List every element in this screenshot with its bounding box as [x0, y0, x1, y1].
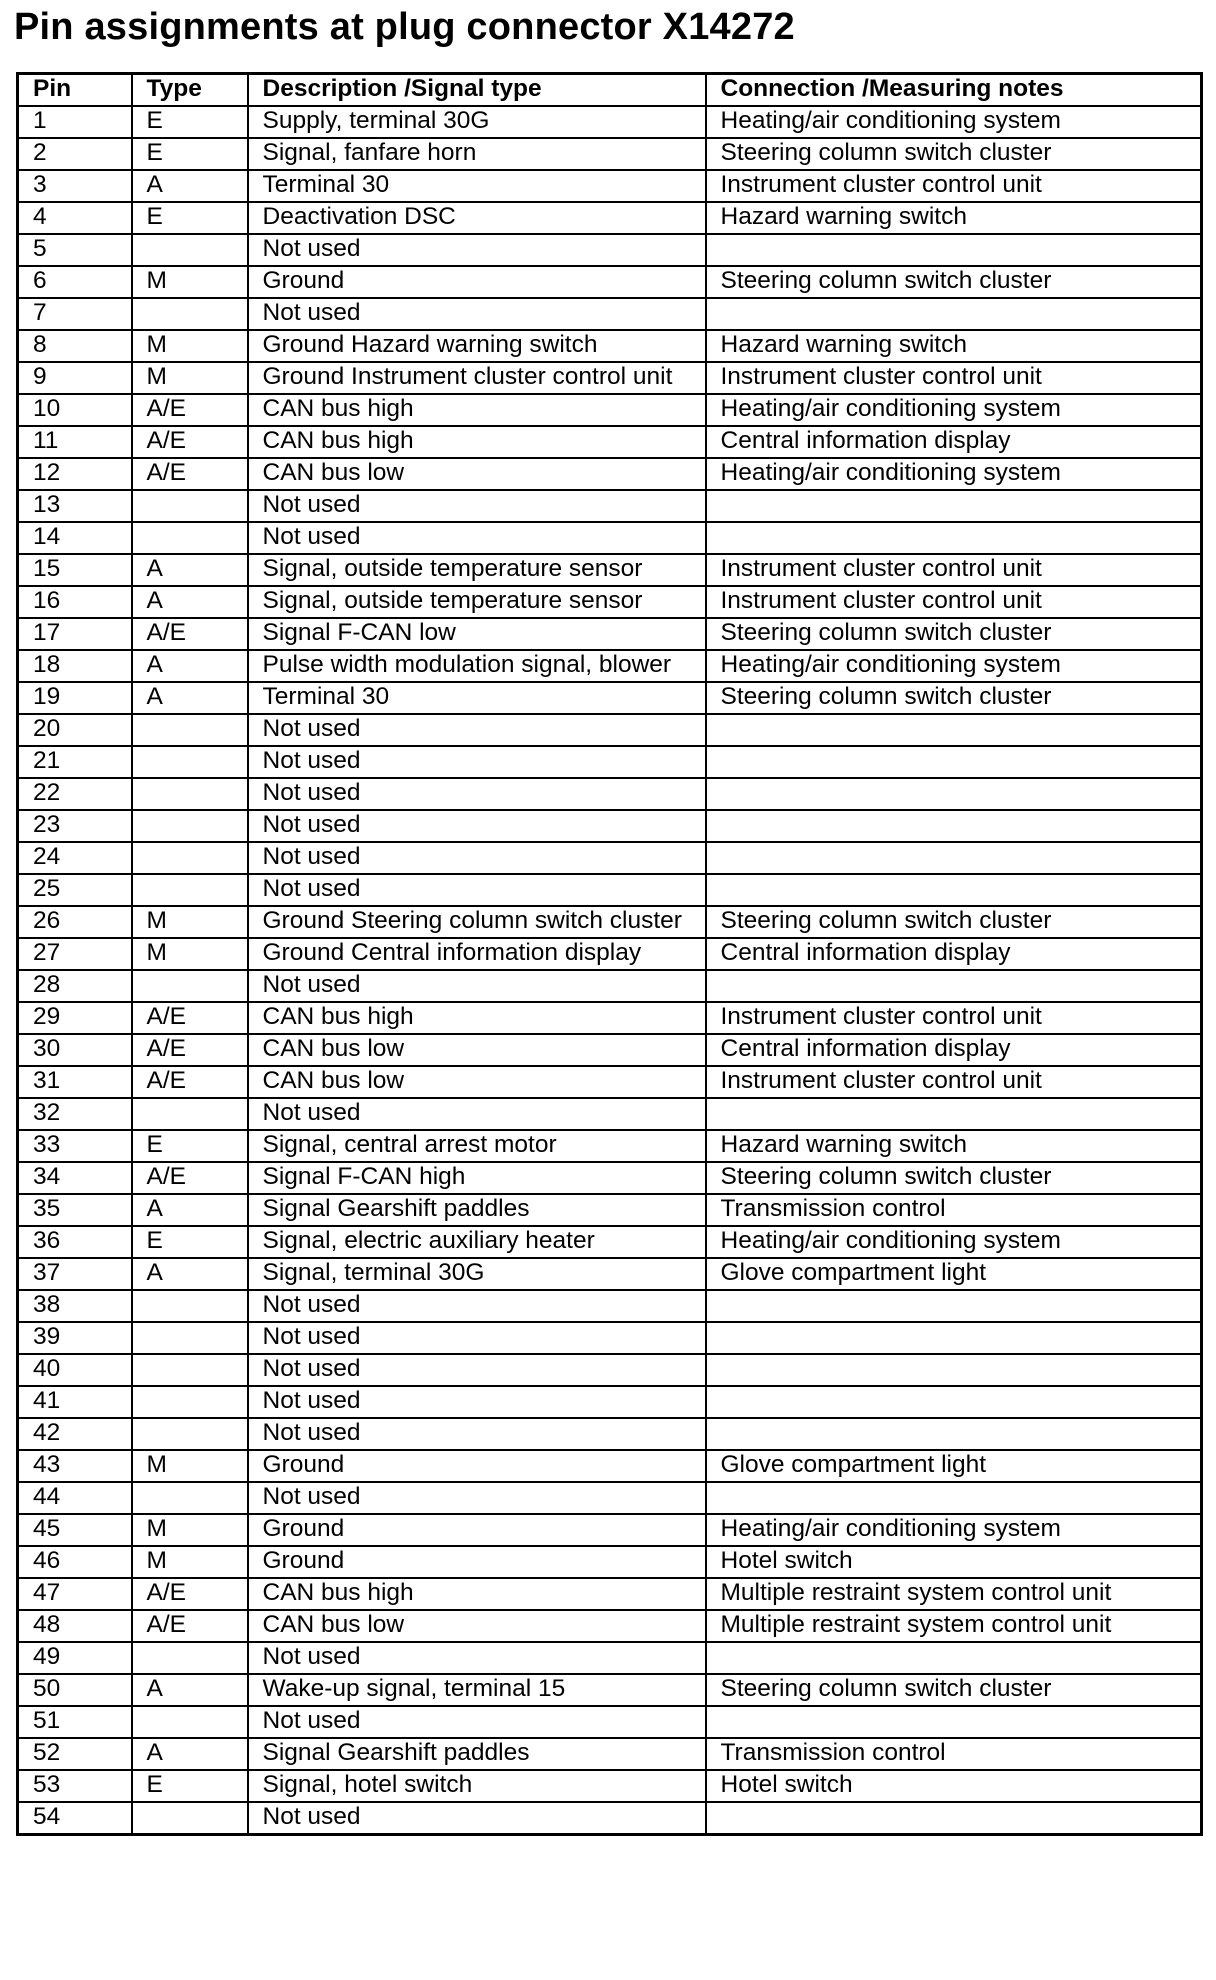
- cell-type: E: [132, 106, 248, 138]
- cell-pin: 28: [18, 970, 132, 1002]
- table-row: [18, 458, 1202, 490]
- cell-pin: 8: [18, 330, 132, 362]
- cell-connection: Steering column switch cluster: [706, 906, 1202, 938]
- cell-connection: Instrument cluster control unit: [706, 554, 1202, 586]
- cell-type: A/E: [132, 1066, 248, 1098]
- table-row: [18, 1546, 1202, 1578]
- cell-connection: [706, 1482, 1202, 1514]
- cell-description: Ground Steering column switch cluster: [248, 906, 706, 938]
- cell-pin: 49: [18, 1642, 132, 1674]
- cell-connection: [706, 1290, 1202, 1322]
- table-row: [18, 682, 1202, 714]
- cell-type: [132, 874, 248, 906]
- cell-type: E: [132, 202, 248, 234]
- cell-pin: 1: [18, 106, 132, 138]
- cell-pin: 15: [18, 554, 132, 586]
- table-row: [18, 1482, 1202, 1514]
- table-row: [18, 170, 1202, 202]
- table-row: [18, 1066, 1202, 1098]
- table-row: [18, 746, 1202, 778]
- cell-connection: Instrument cluster control unit: [706, 1002, 1202, 1034]
- table-row: [18, 1386, 1202, 1418]
- cell-pin: 41: [18, 1386, 132, 1418]
- cell-connection: [706, 1418, 1202, 1450]
- cell-type: A/E: [132, 394, 248, 426]
- cell-connection: Central information display: [706, 1034, 1202, 1066]
- cell-connection: Heating/air conditioning system: [706, 394, 1202, 426]
- table-row: [18, 138, 1202, 170]
- cell-connection: [706, 1098, 1202, 1130]
- cell-description: Not used: [248, 1322, 706, 1354]
- cell-description: Not used: [248, 1290, 706, 1322]
- cell-connection: [706, 522, 1202, 554]
- cell-description: CAN bus low: [248, 1610, 706, 1642]
- cell-description: Deactivation DSC: [248, 202, 706, 234]
- cell-type: [132, 714, 248, 746]
- cell-pin: 19: [18, 682, 132, 714]
- cell-type: [132, 970, 248, 1002]
- cell-pin: 42: [18, 1418, 132, 1450]
- cell-description: Signal, electric auxiliary heater: [248, 1226, 706, 1258]
- cell-description: Not used: [248, 490, 706, 522]
- cell-pin: 25: [18, 874, 132, 906]
- table-row: [18, 586, 1202, 618]
- cell-connection: Hazard warning switch: [706, 202, 1202, 234]
- cell-connection: [706, 714, 1202, 746]
- cell-description: Not used: [248, 1386, 706, 1418]
- cell-description: Not used: [248, 1354, 706, 1386]
- cell-connection: Hotel switch: [706, 1546, 1202, 1578]
- cell-pin: 46: [18, 1546, 132, 1578]
- cell-pin: 18: [18, 650, 132, 682]
- cell-description: Ground: [248, 1450, 706, 1482]
- cell-connection: Central information display: [706, 938, 1202, 970]
- cell-connection: Transmission control: [706, 1738, 1202, 1770]
- cell-connection: Heating/air conditioning system: [706, 106, 1202, 138]
- cell-connection: Steering column switch cluster: [706, 618, 1202, 650]
- table-row: [18, 810, 1202, 842]
- table-row: [18, 1674, 1202, 1706]
- cell-description: Not used: [248, 1642, 706, 1674]
- cell-description: Not used: [248, 746, 706, 778]
- cell-description: Not used: [248, 1418, 706, 1450]
- table-row: [18, 1002, 1202, 1034]
- cell-connection: [706, 1354, 1202, 1386]
- table-row: [18, 106, 1202, 138]
- cell-connection: Heating/air conditioning system: [706, 1514, 1202, 1546]
- cell-type: [132, 1098, 248, 1130]
- cell-pin: 20: [18, 714, 132, 746]
- cell-pin: 54: [18, 1802, 132, 1835]
- cell-connection: [706, 778, 1202, 810]
- cell-pin: 35: [18, 1194, 132, 1226]
- cell-description: Not used: [248, 522, 706, 554]
- cell-connection: Steering column switch cluster: [706, 266, 1202, 298]
- cell-pin: 51: [18, 1706, 132, 1738]
- cell-description: Signal F-CAN high: [248, 1162, 706, 1194]
- cell-type: A: [132, 650, 248, 682]
- cell-pin: 24: [18, 842, 132, 874]
- cell-type: M: [132, 330, 248, 362]
- cell-type: [132, 810, 248, 842]
- cell-pin: 26: [18, 906, 132, 938]
- table-body: [18, 106, 1202, 1835]
- cell-type: M: [132, 362, 248, 394]
- cell-pin: 33: [18, 1130, 132, 1162]
- cell-description: Terminal 30: [248, 682, 706, 714]
- cell-description: Not used: [248, 1098, 706, 1130]
- cell-type: E: [132, 138, 248, 170]
- header-connection: Connection /Measuring notes: [706, 74, 1202, 107]
- cell-type: [132, 234, 248, 266]
- table-row: [18, 234, 1202, 266]
- cell-type: A: [132, 1674, 248, 1706]
- cell-description: Ground: [248, 1546, 706, 1578]
- cell-description: Not used: [248, 874, 706, 906]
- cell-connection: [706, 1322, 1202, 1354]
- table-row: [18, 1130, 1202, 1162]
- cell-pin: 14: [18, 522, 132, 554]
- cell-description: Pulse width modulation signal, blower: [248, 650, 706, 682]
- cell-description: Ground: [248, 1514, 706, 1546]
- cell-type: A/E: [132, 426, 248, 458]
- table-header-row: [18, 74, 1202, 107]
- cell-description: Signal, outside temperature sensor: [248, 586, 706, 618]
- cell-type: [132, 1642, 248, 1674]
- cell-pin: 21: [18, 746, 132, 778]
- cell-connection: Steering column switch cluster: [706, 1674, 1202, 1706]
- cell-pin: 6: [18, 266, 132, 298]
- cell-type: [132, 1322, 248, 1354]
- table-row: [18, 1610, 1202, 1642]
- cell-description: Ground: [248, 266, 706, 298]
- cell-pin: 53: [18, 1770, 132, 1802]
- cell-description: Signal Gearshift paddles: [248, 1194, 706, 1226]
- cell-pin: 45: [18, 1514, 132, 1546]
- cell-pin: 44: [18, 1482, 132, 1514]
- table-row: [18, 874, 1202, 906]
- table-row: [18, 650, 1202, 682]
- cell-pin: 30: [18, 1034, 132, 1066]
- cell-description: Ground Instrument cluster control unit: [248, 362, 706, 394]
- cell-type: M: [132, 938, 248, 970]
- cell-type: A/E: [132, 1034, 248, 1066]
- table-row: [18, 938, 1202, 970]
- pin-assignment-table: [16, 72, 1203, 1836]
- table-row: [18, 1418, 1202, 1450]
- cell-connection: [706, 298, 1202, 330]
- cell-description: CAN bus high: [248, 426, 706, 458]
- cell-type: A: [132, 170, 248, 202]
- table-row: [18, 1450, 1202, 1482]
- cell-type: A/E: [132, 618, 248, 650]
- table-row: [18, 1290, 1202, 1322]
- cell-type: M: [132, 1546, 248, 1578]
- table-row: [18, 522, 1202, 554]
- table-row: [18, 490, 1202, 522]
- cell-description: Ground Central information display: [248, 938, 706, 970]
- cell-type: [132, 1482, 248, 1514]
- cell-pin: 3: [18, 170, 132, 202]
- cell-type: M: [132, 906, 248, 938]
- table-row: [18, 362, 1202, 394]
- cell-pin: 12: [18, 458, 132, 490]
- cell-type: [132, 842, 248, 874]
- cell-connection: Heating/air conditioning system: [706, 1226, 1202, 1258]
- cell-connection: Hazard warning switch: [706, 1130, 1202, 1162]
- table-row: [18, 1354, 1202, 1386]
- cell-description: CAN bus low: [248, 1034, 706, 1066]
- cell-description: Supply, terminal 30G: [248, 106, 706, 138]
- cell-type: [132, 1802, 248, 1835]
- header-pin: Pin: [18, 74, 132, 107]
- table-row: [18, 1034, 1202, 1066]
- cell-pin: 39: [18, 1322, 132, 1354]
- cell-type: A/E: [132, 1002, 248, 1034]
- cell-type: E: [132, 1130, 248, 1162]
- table-row: [18, 266, 1202, 298]
- cell-type: A/E: [132, 1578, 248, 1610]
- table-row: [18, 618, 1202, 650]
- table-row: [18, 426, 1202, 458]
- cell-connection: [706, 490, 1202, 522]
- cell-connection: Hotel switch: [706, 1770, 1202, 1802]
- cell-description: Not used: [248, 714, 706, 746]
- cell-connection: [706, 970, 1202, 1002]
- cell-description: Signal, hotel switch: [248, 1770, 706, 1802]
- cell-type: A: [132, 1194, 248, 1226]
- cell-connection: Transmission control: [706, 1194, 1202, 1226]
- cell-type: [132, 1386, 248, 1418]
- table-row: [18, 202, 1202, 234]
- cell-connection: Heating/air conditioning system: [706, 650, 1202, 682]
- cell-connection: Instrument cluster control unit: [706, 586, 1202, 618]
- cell-pin: 9: [18, 362, 132, 394]
- cell-connection: Heating/air conditioning system: [706, 458, 1202, 490]
- cell-type: E: [132, 1226, 248, 1258]
- cell-description: CAN bus low: [248, 458, 706, 490]
- cell-description: CAN bus high: [248, 394, 706, 426]
- cell-type: [132, 1706, 248, 1738]
- cell-pin: 10: [18, 394, 132, 426]
- cell-description: Not used: [248, 810, 706, 842]
- cell-pin: 5: [18, 234, 132, 266]
- table-row: [18, 1770, 1202, 1802]
- cell-description: Not used: [248, 1482, 706, 1514]
- cell-connection: [706, 234, 1202, 266]
- cell-pin: 4: [18, 202, 132, 234]
- cell-description: CAN bus low: [248, 1066, 706, 1098]
- cell-pin: 50: [18, 1674, 132, 1706]
- cell-description: CAN bus high: [248, 1578, 706, 1610]
- cell-type: [132, 778, 248, 810]
- cell-connection: Central information display: [706, 426, 1202, 458]
- table-row: [18, 1706, 1202, 1738]
- cell-connection: [706, 842, 1202, 874]
- cell-description: Not used: [248, 778, 706, 810]
- cell-description: CAN bus high: [248, 1002, 706, 1034]
- cell-pin: 31: [18, 1066, 132, 1098]
- table-row: [18, 1578, 1202, 1610]
- table-row: [18, 1162, 1202, 1194]
- cell-type: [132, 746, 248, 778]
- cell-description: Ground Hazard warning switch: [248, 330, 706, 362]
- cell-description: Terminal 30: [248, 170, 706, 202]
- table-row: [18, 1514, 1202, 1546]
- cell-pin: 52: [18, 1738, 132, 1770]
- cell-pin: 23: [18, 810, 132, 842]
- table-row: [18, 1802, 1202, 1835]
- table-row: [18, 1258, 1202, 1290]
- cell-pin: 43: [18, 1450, 132, 1482]
- cell-pin: 27: [18, 938, 132, 970]
- cell-description: Not used: [248, 234, 706, 266]
- cell-type: A: [132, 682, 248, 714]
- cell-pin: 32: [18, 1098, 132, 1130]
- cell-connection: Instrument cluster control unit: [706, 170, 1202, 202]
- cell-description: Signal Gearshift paddles: [248, 1738, 706, 1770]
- cell-pin: 11: [18, 426, 132, 458]
- cell-connection: [706, 1706, 1202, 1738]
- cell-type: [132, 522, 248, 554]
- header-description: Description /Signal type: [248, 74, 706, 107]
- cell-connection: [706, 746, 1202, 778]
- cell-pin: 38: [18, 1290, 132, 1322]
- cell-pin: 22: [18, 778, 132, 810]
- table-row: [18, 554, 1202, 586]
- cell-description: Not used: [248, 842, 706, 874]
- cell-description: Signal F-CAN low: [248, 618, 706, 650]
- cell-pin: 40: [18, 1354, 132, 1386]
- cell-type: [132, 1418, 248, 1450]
- cell-connection: [706, 1386, 1202, 1418]
- page-title: Pin assignments at plug connector X14272: [14, 6, 795, 48]
- table-row: [18, 298, 1202, 330]
- cell-pin: 48: [18, 1610, 132, 1642]
- cell-type: [132, 298, 248, 330]
- table-row: [18, 1738, 1202, 1770]
- cell-description: Signal, fanfare horn: [248, 138, 706, 170]
- cell-type: M: [132, 1514, 248, 1546]
- cell-connection: Hazard warning switch: [706, 330, 1202, 362]
- cell-description: Not used: [248, 1802, 706, 1835]
- cell-pin: 2: [18, 138, 132, 170]
- cell-connection: Multiple restraint system control unit: [706, 1578, 1202, 1610]
- table-row: [18, 842, 1202, 874]
- table-row: [18, 394, 1202, 426]
- cell-type: E: [132, 1770, 248, 1802]
- cell-connection: [706, 874, 1202, 906]
- cell-connection: Glove compartment light: [706, 1258, 1202, 1290]
- cell-connection: [706, 1802, 1202, 1835]
- cell-connection: Steering column switch cluster: [706, 682, 1202, 714]
- cell-description: Signal, central arrest motor: [248, 1130, 706, 1162]
- table-row: [18, 970, 1202, 1002]
- cell-description: Not used: [248, 970, 706, 1002]
- table-row: [18, 1098, 1202, 1130]
- cell-connection: Instrument cluster control unit: [706, 1066, 1202, 1098]
- cell-type: A: [132, 554, 248, 586]
- cell-pin: 47: [18, 1578, 132, 1610]
- cell-type: M: [132, 266, 248, 298]
- cell-type: A/E: [132, 1610, 248, 1642]
- cell-pin: 37: [18, 1258, 132, 1290]
- cell-description: Signal, terminal 30G: [248, 1258, 706, 1290]
- cell-description: Not used: [248, 298, 706, 330]
- cell-pin: 36: [18, 1226, 132, 1258]
- cell-type: [132, 1354, 248, 1386]
- cell-pin: 7: [18, 298, 132, 330]
- cell-pin: 13: [18, 490, 132, 522]
- table-row: [18, 1226, 1202, 1258]
- cell-type: [132, 490, 248, 522]
- table-row: [18, 906, 1202, 938]
- table-row: [18, 1194, 1202, 1226]
- cell-type: A/E: [132, 458, 248, 490]
- cell-connection: Steering column switch cluster: [706, 1162, 1202, 1194]
- cell-description: Wake-up signal, terminal 15: [248, 1674, 706, 1706]
- cell-type: A: [132, 1738, 248, 1770]
- cell-pin: 34: [18, 1162, 132, 1194]
- cell-connection: Glove compartment light: [706, 1450, 1202, 1482]
- cell-connection: [706, 810, 1202, 842]
- table-row: [18, 778, 1202, 810]
- cell-type: [132, 1290, 248, 1322]
- cell-description: Not used: [248, 1706, 706, 1738]
- header-type: Type: [132, 74, 248, 107]
- cell-connection: Steering column switch cluster: [706, 138, 1202, 170]
- cell-description: Signal, outside temperature sensor: [248, 554, 706, 586]
- cell-type: A/E: [132, 1162, 248, 1194]
- table-row: [18, 1322, 1202, 1354]
- cell-pin: 16: [18, 586, 132, 618]
- cell-pin: 29: [18, 1002, 132, 1034]
- table-row: [18, 330, 1202, 362]
- cell-type: A: [132, 1258, 248, 1290]
- cell-connection: Multiple restraint system control unit: [706, 1610, 1202, 1642]
- table-row: [18, 1642, 1202, 1674]
- cell-type: A: [132, 586, 248, 618]
- cell-type: M: [132, 1450, 248, 1482]
- table-row: [18, 714, 1202, 746]
- cell-connection: Instrument cluster control unit: [706, 362, 1202, 394]
- cell-pin: 17: [18, 618, 132, 650]
- cell-connection: [706, 1642, 1202, 1674]
